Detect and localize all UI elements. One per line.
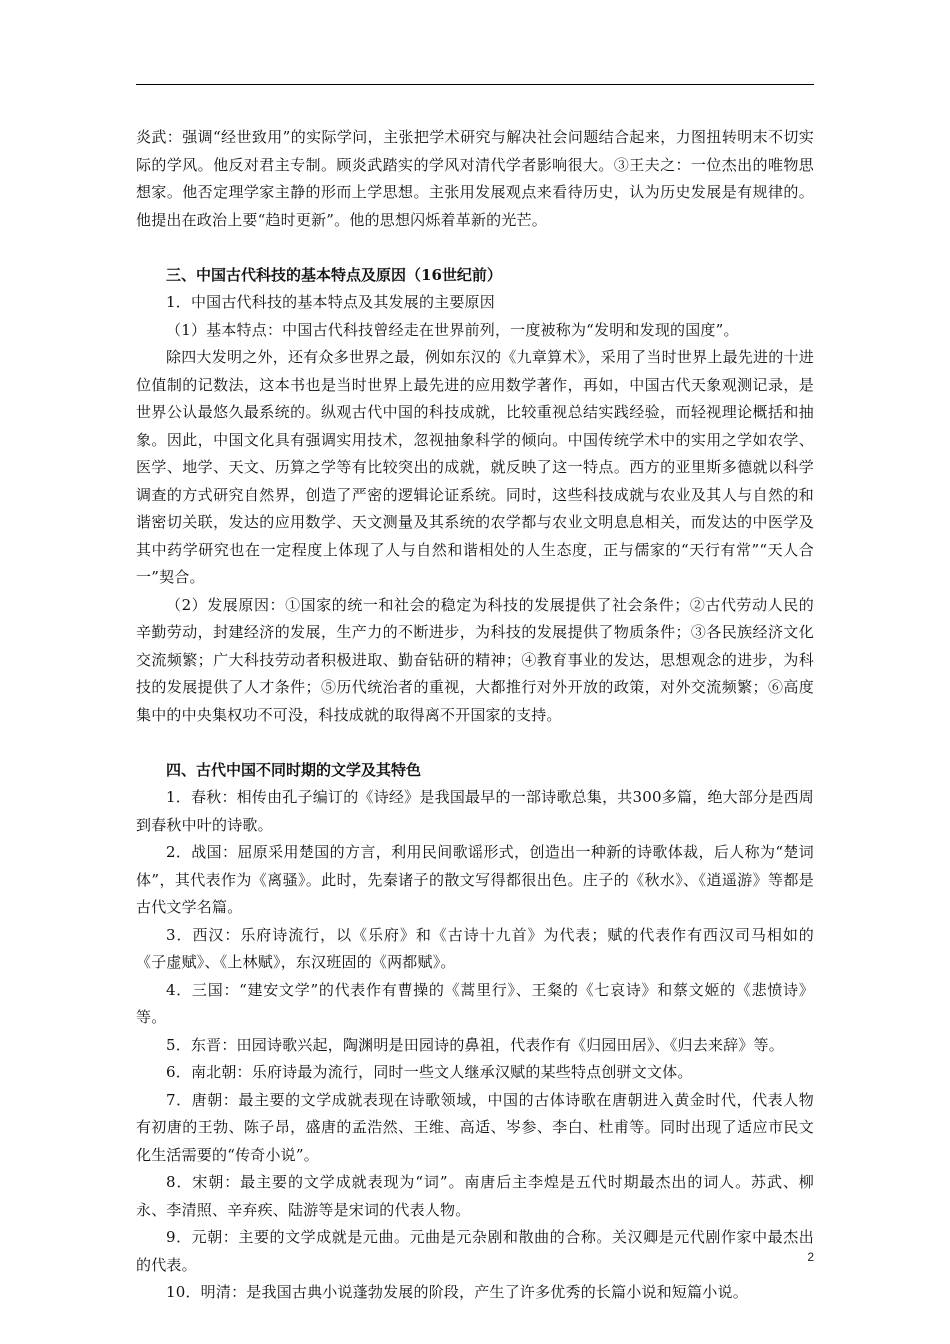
page-body [136, 124, 814, 1307]
list-item: 6．南北朝：乐府诗最为流行，同时一些文人继承汉赋的某些特点创骈文文体。 [166, 1063, 693, 1081]
list-item: 4．三国：“建安文学”的代表作有曹操的《蒿里行》、王粲的《七哀诗》和蔡文姬的《悲愤诗》等。 [136, 980, 814, 1026]
section-3-paragraph-2: 除四大发明之外，还有众多世界之最，例如东汉的《九章算术》，采用了当时世界上最先进的十进位值制的记数法，这本书也是当时世界上最先进的应用数学著作，再如，中国古代天象观测记录，是世界公认最悠久最系统的。纵观古代中国的科技成就，比较重视总结实践经验，而轻视理论概括和抽象。因此，中国文化具有强调实用技术，忽视抽象科学的倾向。中国传统学术中的实用之学如农学、医学、地学、天文、历算之学等有比较突出的成就，就反映了这一特点。西方的亚里斯多德就以科学调查的方式研究自然界，创造了严密的逻辑论证系统。同时，这些科技成就与农业及其人与自然的和谐密切关联，发达的应用数学、天文测量及其系统的农学都与农业文明息息相关，而发达的中医学及其中药学研究也在一定程度上体现了人与自然和谐相处的人生态度，正与儒家的“天行有常”“天人合一”契合。 [136, 348, 814, 586]
section-3-paragraph-1: （1）基本特点：中国古代科技曾经走在世界前列，一度被称为“发明和发现的国度”。 [166, 320, 739, 339]
list-item: 2．战国：屈原采用楚国的方言，利用民间歌谣形式，创造出一种新的诗歌体裁，后人称为“楚词体”，其代表作为《离骚》。此时，先秦诸子的散文写得都很出色。庄子的《秋水》、《逍遥游》等都是古代文学名篇。 [136, 843, 814, 916]
header-rule [136, 84, 814, 85]
page-number: 2 [807, 1250, 814, 1264]
spacer [136, 729, 814, 757]
list-item: 8．宋朝：最主要的文学成就表现为“词”。南唐后主李煌是五代时期最杰出的词人。苏武、柳永、李清照、辛弃疾、陆游等是宋词的代表人物。 [136, 1173, 814, 1219]
spacer [136, 234, 814, 262]
list-item: 9．元朝：主要的文学成就是元曲。元曲是元杂剧和散曲的合称。关汉卿是元代剧作家中最杰出的代表。 [136, 1228, 814, 1274]
section-4-title: 四、古代中国不同时期的文学及其特色 [166, 760, 422, 779]
list-item: 5．东晋：田园诗歌兴起，陶渊明是田园诗的鼻祖，代表作有《归园田居》、《归去来辞》等。 [166, 1035, 784, 1054]
section-3-title: 三、中国古代科技的基本特点及原因（16世纪前） [166, 265, 502, 284]
section-3-subheading: 1．中国古代科技的基本特点及其发展的主要原因 [166, 293, 495, 311]
section-3-paragraph-3: （2）发展原因：①国家的统一和社会的稳定为科技的发展提供了社会条件；②古代劳动人民的辛勤劳动，封建经济的发展，生产力的不断进步，为科技的发展提供了物质条件；③各民族经济文化交流频繁；广大科技劳动者积极进取、勤奋钻研的精神；④教育事业的发达，思想观念的进步，为科技的发展提供了人才条件；⑤历代统治者的重视，大都推行对外开放的政策，对外交流频繁；⑥高度集中的中央集权功不可没，科技成就的取得离不开国家的支持。 [136, 595, 814, 724]
list-item: 3．西汉：乐府诗流行，以《乐府》和《古诗十九首》为代表；赋的代表作有西汉司马相如的《子虚赋》、《上林赋》，东汉班固的《两都赋》。 [136, 925, 814, 971]
list-item: 7．唐朝：最主要的文学成就表现在诗歌领域，中国的古体诗歌在唐朝进入黄金时代，代表人物有初唐的王勃、陈子昂，盛唐的孟浩然、王维、高适、岑参、李白、杜甫等。同时出现了适应市民文化生活需要的“传奇小说”。 [136, 1090, 814, 1164]
list-item: 1．春秋：相传由孔子编订的《诗经》是我国最早的一部诗歌总集，共300多篇，绝大部分是西周到春秋中叶的诗歌。 [136, 788, 814, 834]
list-item: 10．明清：是我国古典小说蓬勃发展的阶段，产生了许多优秀的长篇小说和短篇小说。 [166, 1283, 748, 1301]
intro-paragraph: 炎武：强调“经世致用”的实际学问，主张把学术研究与解决社会问题结合起来，力图扭转明末不切实际的学风。他反对君主专制。顾炎武踏实的学风对清代学者影响很大。③王夫之：一位杰出的唯物思想家。他否定理学家主静的形而上学思想。主张用发展观点来看待历史，认为历史发展是有规律的。他提出在政治上要“趋时更新”。他的思想闪烁着革新的光芒。 [136, 128, 814, 229]
